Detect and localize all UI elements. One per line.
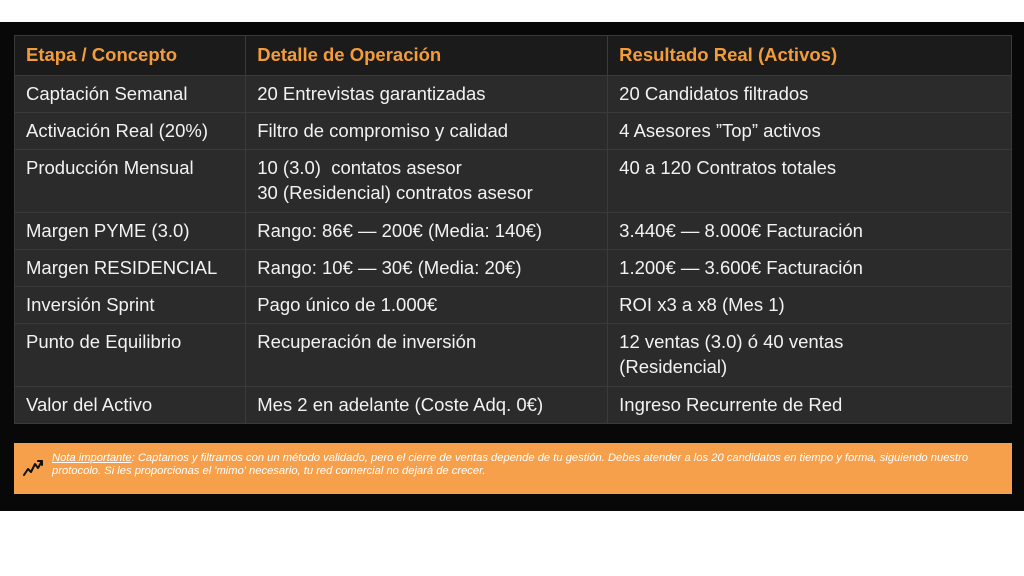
cell-detail: 20 Entrevistas garantizadas bbox=[246, 76, 608, 113]
table-row bbox=[15, 387, 1012, 424]
header-result: Resultado Real (Activos) bbox=[608, 36, 1012, 76]
cell-concept: Inversión Sprint bbox=[15, 287, 246, 324]
cell-concept: Punto de Equilibrio bbox=[15, 324, 246, 387]
cell-result-line: 12 ventas (3.0) ó 40 ventas bbox=[619, 331, 844, 352]
cell-result bbox=[608, 324, 1012, 387]
cell-concept: Producción Mensual bbox=[15, 150, 246, 213]
note-text: : Captamos y filtramos con un método validado, pero el cierre de ventas depende de tu gestión. Debes atender a los 20 candidatos en tiempo y forma, siguiendo nuestro protocolo. Si les proporcionas el 'mimo' necesario, tu red comercial no dejará de crecer. bbox=[52, 452, 969, 477]
cell-result: 3.440€ — 8.000€ Facturación bbox=[608, 213, 1012, 250]
table-row bbox=[15, 250, 1012, 287]
trend-up-icon bbox=[23, 458, 45, 478]
cell-detail: Rango: 86€ — 200€ (Media: 140€) bbox=[246, 213, 608, 250]
table-row bbox=[15, 150, 1012, 213]
cell-concept: Margen RESIDENCIAL bbox=[15, 250, 246, 287]
table-row bbox=[15, 113, 1012, 150]
cell-concept: Captación Semanal bbox=[15, 76, 246, 113]
cell-result: ROI x3 a x8 (Mes 1) bbox=[608, 287, 1012, 324]
table-row bbox=[15, 324, 1012, 387]
cell-result-line: (Residencial) bbox=[619, 356, 728, 377]
cell-detail: Pago único de 1.000€ bbox=[246, 287, 608, 324]
cell-result: 20 Candidatos filtrados bbox=[608, 76, 1012, 113]
cell-result: 40 a 120 Contratos totales bbox=[608, 150, 1012, 213]
cell-result: 1.200€ — 3.600€ Facturación bbox=[608, 250, 1012, 287]
cell-result: 4 Asesores ”Top” activos bbox=[608, 113, 1012, 150]
header-concept: Etapa / Concepto bbox=[15, 36, 246, 76]
cell-result: Ingreso Recurrente de Red bbox=[608, 387, 1012, 424]
header-detail: Detalle de Operación bbox=[246, 36, 608, 76]
table-header-row bbox=[15, 36, 1012, 76]
cell-detail-line: 30 (Residencial) contratos asesor bbox=[257, 182, 533, 203]
cell-concept: Valor del Activo bbox=[15, 387, 246, 424]
note-label: Nota importante bbox=[52, 452, 132, 464]
table-row bbox=[15, 213, 1012, 250]
results-table bbox=[14, 35, 1012, 424]
cell-concept: Margen PYME (3.0) bbox=[15, 213, 246, 250]
cell-detail-line: 10 (3.0) contatos asesor bbox=[257, 157, 462, 178]
important-note bbox=[14, 443, 1012, 494]
table-row bbox=[15, 76, 1012, 113]
table-row bbox=[15, 287, 1012, 324]
cell-detail: Filtro de compromiso y calidad bbox=[246, 113, 608, 150]
slide bbox=[0, 22, 1024, 511]
cell-detail bbox=[246, 150, 608, 213]
cell-detail: Mes 2 en adelante (Coste Adq. 0€) bbox=[246, 387, 608, 424]
cell-detail: Rango: 10€ — 30€ (Media: 20€) bbox=[246, 250, 608, 287]
cell-concept: Activación Real (20%) bbox=[15, 113, 246, 150]
cell-detail: Recuperación de inversión bbox=[246, 324, 608, 387]
